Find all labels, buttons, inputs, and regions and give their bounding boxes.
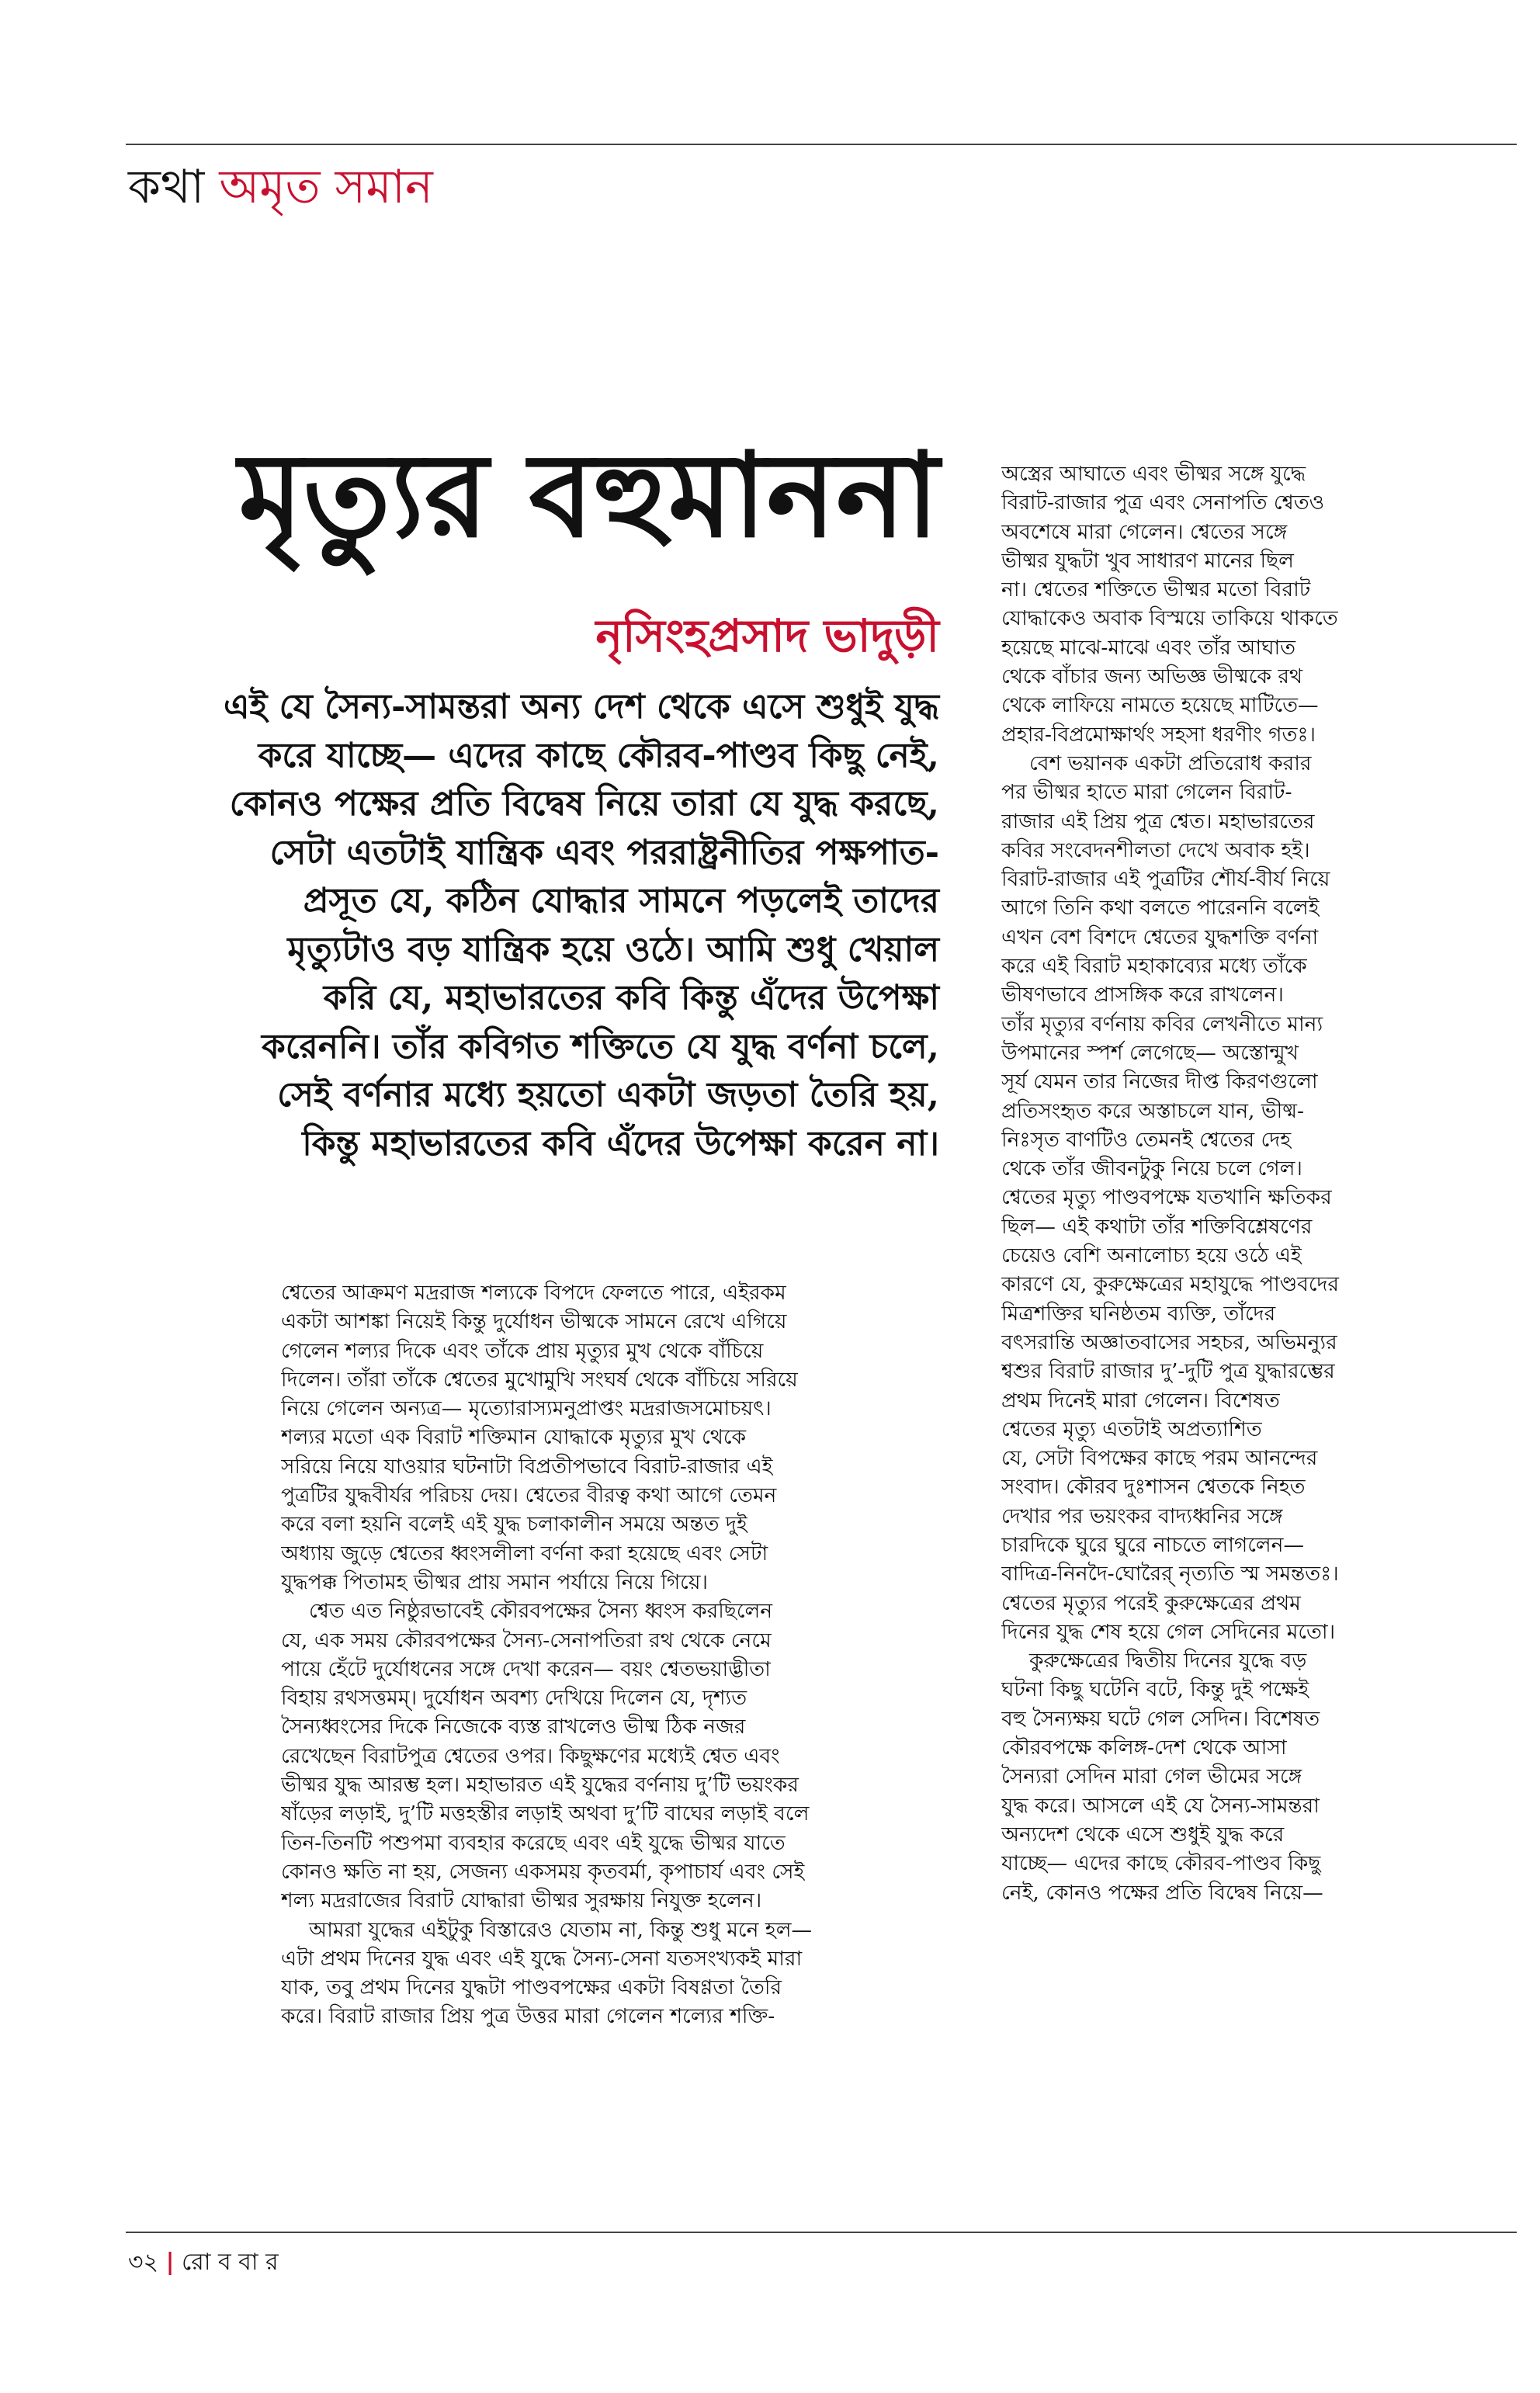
text-line: পর ভীষ্মর হাতে মারা গেলেন বিরাট- xyxy=(1001,780,1292,805)
text-line: সরিয়ে নিয়ে যাওয়ার ঘটনাটা বিপ্রতীপভাবে বিরাট-রাজার এই xyxy=(281,1454,773,1479)
section-label-black: কথা xyxy=(128,160,205,214)
section-label xyxy=(128,159,433,215)
text-line: তিন-তিনটি পশুপমা ব্যবহার করেছে এবং এই যুদ্ধে ভীষ্মর যাতে xyxy=(281,1830,786,1855)
text-line: আগে তিনি কথা বলতে পারেননি বলেই xyxy=(1001,896,1320,921)
text-line: সূর্য যেমন তার নিজের দীপ্ত কিরণগুলো xyxy=(1001,1070,1318,1094)
text-line: বিরাট-রাজার পুত্র এবং সেনাপতি শ্বেতও xyxy=(1001,491,1325,515)
text-line: শ্বেত এত নিষ্ঠুরভাবেই কৌরবপক্ষের সৈন্য ধ্বংস করছিলেন xyxy=(309,1599,773,1624)
text-line: মিত্রশক্তির ঘনিষ্ঠতম ব্যক্তি, তাঁদের xyxy=(1001,1301,1276,1326)
text-line: যুদ্ধপক্ক পিতামহ ভীষ্মর প্রায় সমান পর্যায়ে নিয়ে গিয়ে। xyxy=(281,1569,708,1594)
text-line: একটা আশঙ্কা নিয়েই কিন্তু দুর্যোধন ভীষ্মকে সামনে রেখে এগিয়ে xyxy=(281,1309,787,1334)
text-line: এখন বেশ বিশদে শ্বেতের যুদ্ধশক্তি বর্ণনা xyxy=(1001,924,1319,949)
text-line: অধ্যায় জুড়ে শ্বেতের ধ্বংসলীলা বর্ণনা করা হয়েছে এবং সেটা xyxy=(281,1541,768,1566)
text-line: শ্বেতের মৃত্যুর পরেই কুরুক্ষেত্রের প্রথম xyxy=(1001,1590,1301,1615)
body-text xyxy=(1001,460,1405,1907)
magazine-name: রো ব বা র xyxy=(182,2249,279,2276)
text-line: আমরা যুদ্ধের এইটুকু বিস্তারেও যেতাম না, কিন্তু শুধু মনে হল— xyxy=(309,1917,812,1942)
text-line: ঘটনা কিছু ঘটেনি বটে, কিন্তু দুই পক্ষেই xyxy=(1001,1677,1309,1702)
text-line: যুদ্ধ করে। আসলে এই যে সৈন্য-সামন্তরা xyxy=(1001,1793,1320,1818)
standfirst xyxy=(128,683,939,1168)
text-line: বিহায় রথসত্তমম্। দুর্যোধন অবশ্য দেখিয়ে দিলেন যে, দৃশ্যত xyxy=(281,1686,747,1711)
text-line: প্রতিসংহৃত করে অস্তাচলে যান, ভীষ্ম- xyxy=(1001,1098,1304,1123)
text-line: ছিল— এই কথাটা তাঁর শক্তিবিশ্লেষণের xyxy=(1001,1214,1313,1239)
text-line: বেশ ভয়ানক একটা প্রতিরোধ করার xyxy=(1029,751,1312,775)
text-line: চারদিকে ঘুরে ঘুরে নাচতে লাগলেন— xyxy=(1001,1532,1304,1557)
text-line: প্রসূত যে, কঠিন যোদ্ধার সামনে পড়লেই তাদের xyxy=(303,881,939,921)
text-line: নেই, কোনও পক্ষের প্রতি বিদ্বেষ নিয়ে— xyxy=(1001,1880,1323,1905)
page-footer xyxy=(128,2243,279,2283)
author-byline: নৃসিংহপ্রসাদ ভাদুড়ী xyxy=(595,609,939,662)
text-line: বিরাট-রাজার এই পুত্রটির শৌর্য-বীর্য নিয়ে xyxy=(1001,867,1330,892)
text-line: বৎসরান্তি অজ্ঞাতবাসের সহচর, অভিমন্যুর xyxy=(1001,1330,1337,1354)
text-line: ষাঁড়ের লড়াই, দু’টি মত্তহস্তীর লড়াই অথবা দু’টি বাঘের লড়াই বলে xyxy=(281,1802,810,1826)
text-line: থেকে লাফিয়ে নামতে হয়েছে মাটিতে— xyxy=(1001,693,1319,718)
text-line: ভীষণভাবে প্রাসঙ্গিক করে রাখলেন। xyxy=(1001,983,1284,1007)
text-line: নিঃসৃত বাণটিও তেমনই শ্বেতের দেহ xyxy=(1001,1127,1292,1152)
text-line: করে এই বিরাট মহাকাব্যের মধ্যে তাঁকে xyxy=(1001,954,1307,979)
body-text xyxy=(281,1278,937,2031)
text-line: কোনও ক্ষতি না হয়, সেজন্য একসময় কৃতবর্মা, কৃপাচার্য এবং সেই xyxy=(281,1859,805,1884)
text-line: যোদ্ধাকেও অবাক বিস্ময়ে তাকিয়ে থাকতে xyxy=(1001,606,1338,631)
text-line: যাক, তবু প্রথম দিনের যুদ্ধটা পাণ্ডবপক্ষের একটা বিষণ্ণতা তৈরি xyxy=(281,1975,782,2000)
text-line: ভীষ্মর যুদ্ধটা খুব সাধারণ মানের ছিল xyxy=(1001,548,1294,573)
text-line: সেটা এতটাই যান্ত্রিক এবং পররাষ্ট্রনীতির পক্ষপাত- xyxy=(269,832,939,872)
text-line: করেননি। তাঁর কবিগত শক্তিতে যে যুদ্ধ বর্ণনা চলে, xyxy=(262,1026,939,1066)
text-line: সংবাদ। কৌরব দুঃশাসন শ্বেতকে নিহত xyxy=(1001,1475,1306,1500)
text-line: গেলেন শল্যর দিকে এবং তাঁকে প্রায় মৃত্যুর মুখ থেকে বাঁচিয়ে xyxy=(281,1338,764,1363)
top-rule xyxy=(126,144,1517,145)
body-column-left xyxy=(281,1278,937,2031)
text-line: কুরুক্ষেত্রের দ্বিতীয় দিনের যুদ্ধে বড় xyxy=(1029,1649,1307,1673)
text-line: না। শ্বেতের শক্তিতে ভীষ্মর মতো বিরাট xyxy=(1001,577,1311,602)
text-line: এটা প্রথম দিনের যুদ্ধ এবং এই যুদ্ধে সৈন্য-সেনা যতসংখ্যকই মারা xyxy=(281,1946,803,1971)
text-line: উপমানের স্পর্শ লেগেছে— অস্তোন্মুখ xyxy=(1001,1040,1299,1065)
text-line: পুত্রটির যুদ্ধবীর্যর পরিচয় দেয়। শ্বেতের বীরত্ব কথা আগে তেমন xyxy=(281,1483,777,1508)
page-number: ৩২ xyxy=(128,2249,159,2276)
text-line: যে, এক সময় কৌরবপক্ষের সৈন্য-সেনাপতিরা রথ থেকে নেমে xyxy=(281,1628,772,1653)
body-column-right xyxy=(1001,460,1405,1907)
footer-separator: | xyxy=(165,2249,175,2276)
text-line: শ্বেতের মৃত্যু এতটাই অপ্রত্যাশিত xyxy=(1001,1417,1262,1441)
bottom-rule xyxy=(126,2232,1517,2233)
article-title: মৃত্যুর বহুমাননা xyxy=(238,427,939,564)
text-line: পায়ে হেঁটে দুর্যোধনের সঙ্গে দেখা করেন— বয়ং শ্বেতভয়াদ্ভীতা xyxy=(281,1656,771,1681)
text-line: প্রহার-বিপ্রমোক্ষার্থং সহসা ধরণীং গতঃ। xyxy=(1001,722,1316,747)
text-line: করি যে, মহাভারতের কবি কিন্তু এঁদের উপেক্ষা xyxy=(323,978,939,1018)
text-line: শল্যর মতো এক বিরাট শক্তিমান যোদ্ধাকে মৃত্যুর মুখ থেকে xyxy=(281,1425,747,1450)
text-line: যাচ্ছে— এদের কাছে কৌরব-পাণ্ডব কিছু xyxy=(1001,1851,1321,1876)
text-line: কারণে যে, কুরুক্ষেত্রের মহাযুদ্ধে পাণ্ডবদের xyxy=(1001,1272,1339,1297)
text-line: করে বলা হয়নি বলেই এই যুদ্ধ চলাকালীন সময়ে অন্তত দুই xyxy=(281,1512,747,1537)
text-line: শ্বেতের আক্রমণ মদ্ররাজ শল্যকে বিপদে ফেলতে পারে, এইরকম xyxy=(281,1281,786,1305)
text-line: মৃত্যুটাও বড় যান্ত্রিক হয়ে ওঠে। আমি শুধু খেয়াল xyxy=(287,929,939,969)
text-line: রেখেছেন বিরাটপুত্র শ্বেতের ওপর। কিছুক্ষণের মধ্যেই শ্বেত এবং xyxy=(281,1743,780,1768)
text-line: নিয়ে গেলেন অন্যত্র— মৃত্যোরাস্যমনুপ্রাপ্তং মদ্ররাজসমোচয়ৎ। xyxy=(281,1396,772,1421)
text-line: এই যে সৈন্য-সামন্তরা অন্য দেশ থেকে এসে শুধুই যুদ্ধ xyxy=(224,687,939,727)
text-line: দিনের যুদ্ধ শেষ হয়ে গেল সেদিনের মতো। xyxy=(1001,1619,1336,1644)
text-line: কবির সংবেদনশীলতা দেখে অবাক হই। xyxy=(1001,838,1310,862)
text-line: কোনও পক্ষের প্রতি বিদ্বেষ নিয়ে তারা যে যুদ্ধ করছে, xyxy=(229,784,939,824)
text-line: বাদিত্র-নিনদৈ-ঘোরৈর্ নৃত্যতি স্ম সমন্ততঃ। xyxy=(1001,1562,1339,1587)
text-line: ভীষ্মর যুদ্ধ আরম্ভ হল। মহাভারত এই যুদ্ধের বর্ণনায় দু’টি ভয়ংকর xyxy=(281,1773,799,1798)
text-line: অস্ত্রের আঘাতে এবং ভীষ্মর সঙ্গে যুদ্ধে xyxy=(1001,462,1306,486)
text-line: অন্যদেশ থেকে এসে শুধুই যুদ্ধ করে xyxy=(1001,1822,1285,1847)
text-line: সৈন্যরা সেদিন মারা গেল ভীমের সঙ্গে xyxy=(1001,1764,1302,1789)
text-line: হয়েছে মাঝে-মাঝে এবং তাঁর আঘাত xyxy=(1001,635,1296,660)
text-line: করে যাচ্ছে— এদের কাছে কৌরব-পাণ্ডব কিছু নেই, xyxy=(258,735,939,775)
text-line: করে। বিরাট রাজার প্রিয় পুত্র উত্তর মারা গেলেন শল্যের শক্তি- xyxy=(281,2004,775,2029)
text-line: অবশেষে মারা গেলেন। শ্বেতের সঙ্গে xyxy=(1001,519,1288,544)
text-line: বহু সৈন্যক্ষয় ঘটে গেল সেদিন। বিশেষত xyxy=(1001,1706,1320,1731)
text-line: দেখার পর ভয়ংকর বাদ্যধ্বনির সঙ্গে xyxy=(1001,1503,1283,1528)
text-line: কিন্তু মহাভারতের কবি এঁদের উপেক্ষা করেন না। xyxy=(302,1123,939,1164)
text-line: তাঁর মৃত্যুর বর্ণনায় কবির লেখনীতে মান্য xyxy=(1001,1011,1323,1036)
text-line: কৌরবপক্ষে কলিঙ্গ-দেশ থেকে আসা xyxy=(1001,1736,1287,1760)
text-line: যে, সেটা বিপক্ষের কাছে পরম আনন্দের xyxy=(1001,1446,1318,1471)
text-line: চেয়েও বেশি অনালোচ্য হয়ে ওঠে এই xyxy=(1001,1243,1302,1268)
text-line: দিলেন। তাঁরা তাঁকে শ্বেতের মুখোমুখি সংঘর্ষ থেকে বাঁচিয়ে সরিয়ে xyxy=(281,1367,798,1392)
text-line: সেই বর্ণনার মধ্যে হয়তো একটা জড়তা তৈরি হয়, xyxy=(277,1075,939,1115)
text-line: প্রথম দিনেই মারা গেলেন। বিশেষত xyxy=(1001,1388,1280,1413)
section-label-red: অমৃত সমান xyxy=(219,160,433,214)
text-line: থেকে বাঁচার জন্য অভিজ্ঞ ভীষ্মকে রথ xyxy=(1001,664,1303,689)
text-line: শ্বশুর বিরাট রাজার দু’-দুটি পুত্র যুদ্ধারম্ভের xyxy=(1001,1359,1335,1384)
text-line: শল্য মদ্ররাজের বিরাট যোদ্ধারা ভীষ্মর সুরক্ষায় নিযুক্ত হলেন। xyxy=(281,1888,762,1913)
text-line: থেকে তাঁর জীবনটুকু নিয়ে চলে গেল। xyxy=(1001,1157,1302,1181)
text-line: রাজার এই প্রিয় পুত্র শ্বেত। মহাভারতের xyxy=(1001,809,1315,834)
text-line: সৈন্যধ্বংসের দিকে নিজেকে ব্যস্ত রাখলেও ভীষ্ম ঠিক নজর xyxy=(281,1715,746,1739)
text-line: শ্বেতের মৃত্যু পাণ্ডবপক্ষে যতখানি ক্ষতিকর xyxy=(1001,1185,1332,1210)
